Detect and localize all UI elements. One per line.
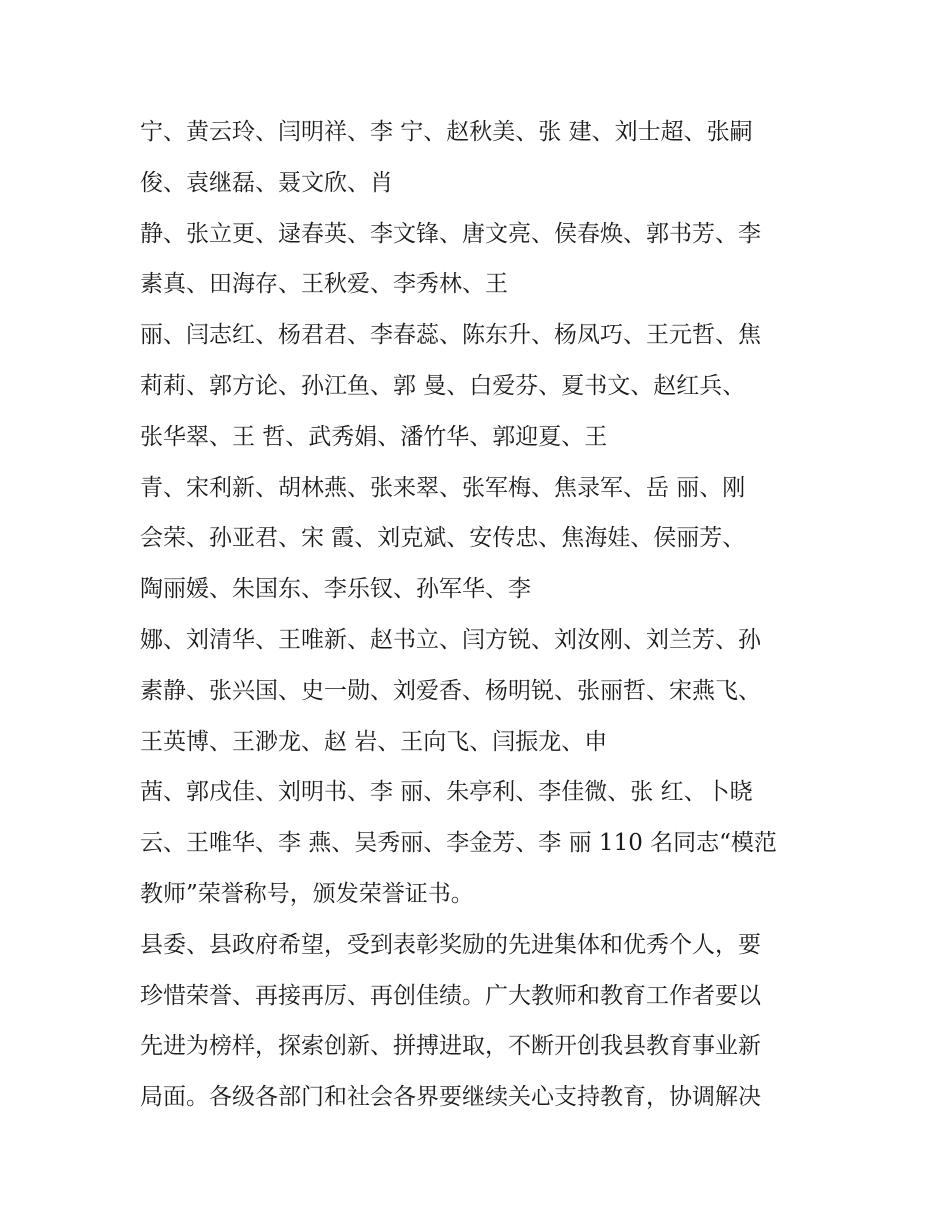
text-line: 静、张立更、逯春英、李文锋、唐文亮、侯春焕、郭书芳、李 (140, 220, 761, 247)
text-line: 娜、刘清华、王唯新、赵书立、闫方锐、刘汝刚、刘兰芳、孙 (140, 626, 761, 653)
text-line: 素静、张兴国、史一勋、刘爱香、杨明锐、张丽哲、宋燕飞、 (140, 677, 761, 704)
text-line: 茜、郭戌佳、刘明书、李 丽、朱亭利、李佳微、张 红、卜晓 (140, 779, 753, 806)
text-line: 会荣、孙亚君、宋 霞、刘克斌、安传忠、焦海娃、侯丽芳、 (140, 525, 746, 552)
text-line: 青、宋利新、胡林燕、张来翠、张军梅、焦录军、岳 丽、刚 (140, 474, 746, 501)
text-line: 县委、县政府希望，受到表彰奖励的先进集体和优秀个人，要 (140, 931, 761, 958)
text-line: 俊、袁继磊、聂文欣、肖 (140, 169, 393, 196)
text-line: 素真、田海存、王秋爱、李秀林、王 (140, 271, 508, 298)
text-line: 云、王唯华、李 燕、吴秀丽、李金芳、李 丽 110 名同志“模范 (140, 830, 777, 857)
text-line: 先进为榜样，探索创新、拼搏进取，不断开创我县教育事业新 (140, 1033, 761, 1060)
text-line: 宁、黄云玲、闫明祥、李 宁、赵秋美、张 建、刘士超、张嗣 (140, 119, 753, 145)
text-line: 王英博、王渺龙、赵 岩、王向飞、闫振龙、申 (140, 728, 608, 755)
text-line: 莉莉、郭方论、孙江鱼、郭 曼、白爱芬、夏书文、赵红兵、 (140, 372, 746, 399)
text-line: 教师”荣誉称号，颁发荣誉证书。 (140, 880, 474, 907)
body-text (140, 107, 820, 1123)
text-line: 丽、闫志红、杨君君、李春蕊、陈东升、杨凤巧、王元哲、焦 (140, 322, 761, 349)
text-line: 陶丽媛、朱国东、李乐钗、孙军华、李 (140, 576, 531, 603)
text-line: 张华翠、王 哲、武秀娟、潘竹华、郭迎夏、王 (140, 423, 608, 450)
text-line: 珍惜荣誉、再接再厉、再创佳绩。广大教师和教育工作者要以 (140, 982, 761, 1009)
text-line: 局面。各级各部门和社会各界要继续关心支持教育，协调解决 (140, 1084, 761, 1111)
